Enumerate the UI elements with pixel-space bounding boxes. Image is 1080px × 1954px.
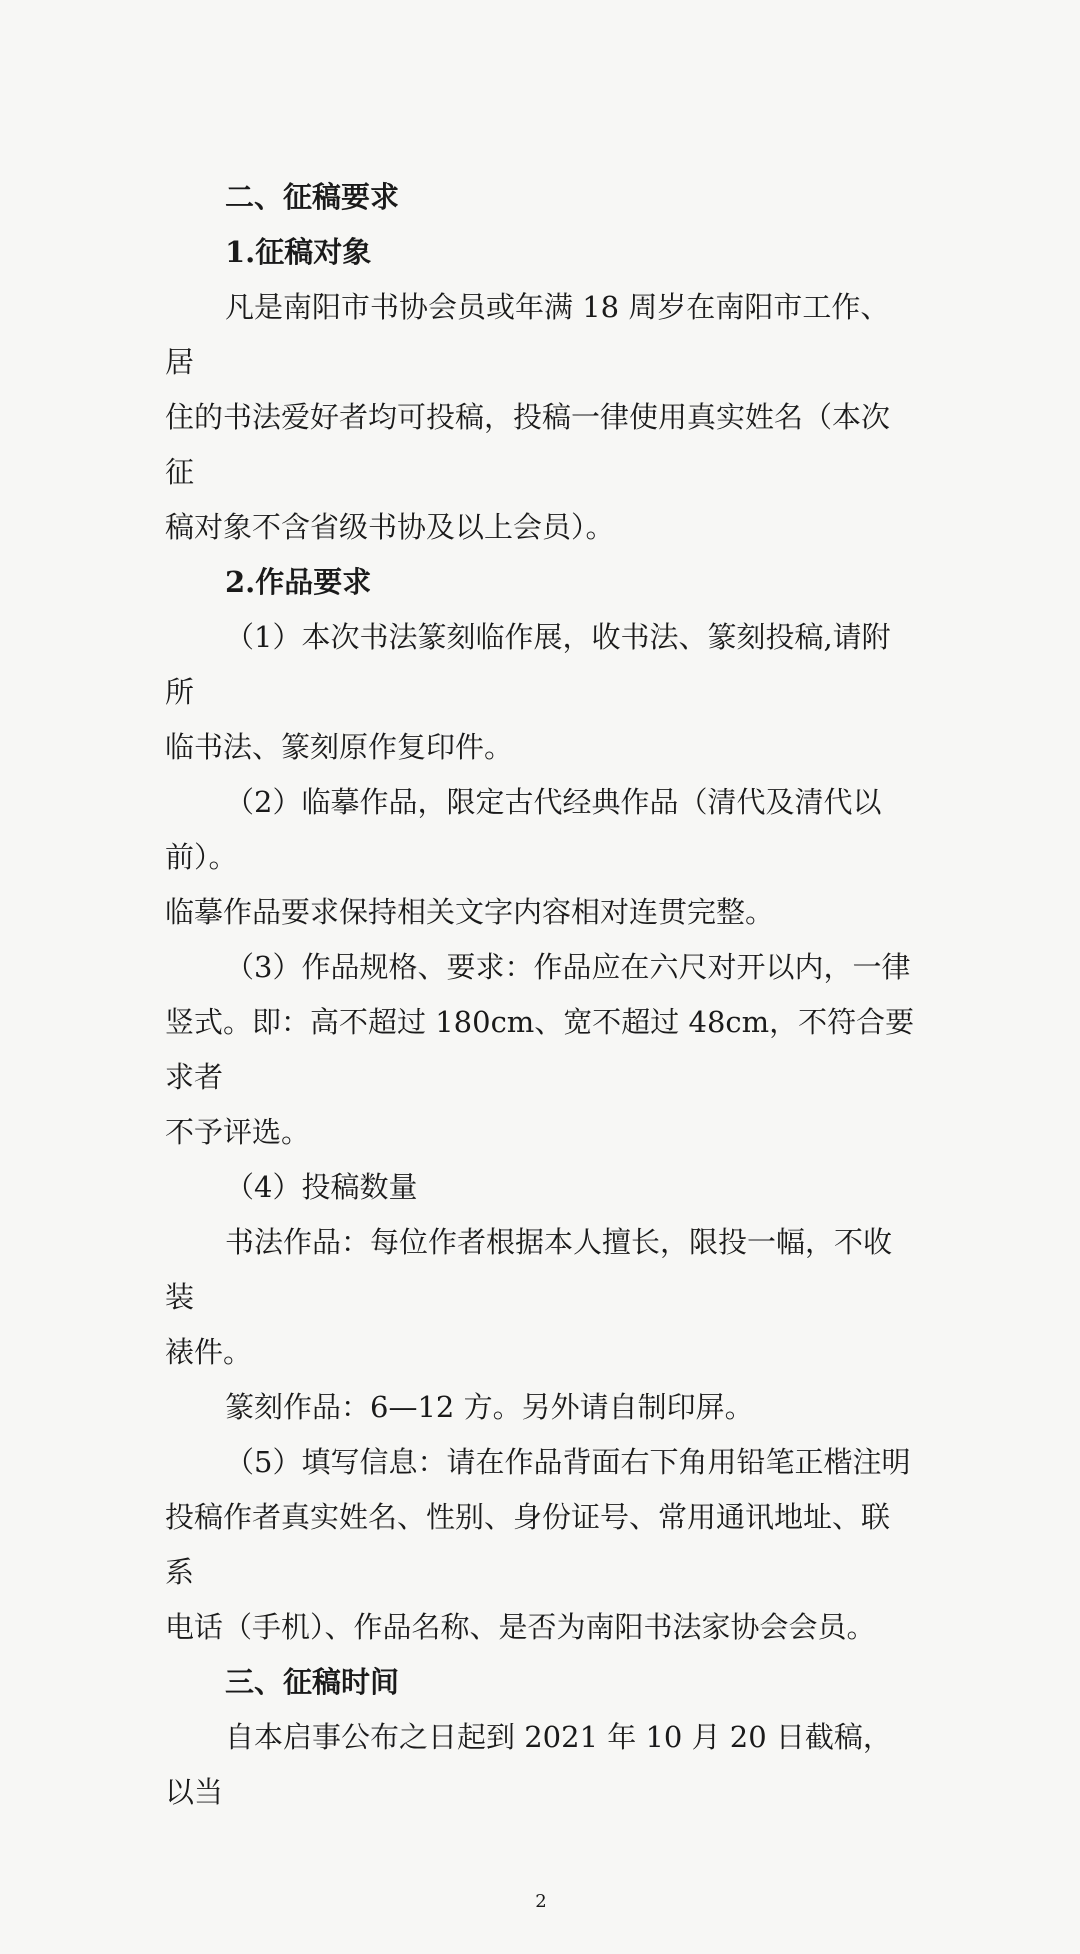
paragraph-line: 篆刻作品：6—12 方。另外请自制印屏。: [225, 1390, 754, 1424]
paragraph-line: 自本启事公布之日起到 2021 年 10 月 20 日截稿，以当: [165, 1720, 892, 1809]
page-number: 2: [535, 1891, 547, 1912]
paragraph-line: 竖式。即：高不超过 180cm、宽不超过 48cm，不符合要求者: [165, 1005, 915, 1094]
paragraph-line: 电话（手机）、作品名称、是否为南阳书法家协会会员。: [165, 1610, 876, 1644]
paragraph-line: （1）本次书法篆刻临作展，收书法、篆刻投稿,请附所: [165, 620, 891, 709]
paragraph-line: （5）填写信息：请在作品背面右下角用铅笔正楷注明: [225, 1445, 911, 1479]
paragraph-line: 临摹作品要求保持相关文字内容相对连贯完整。: [165, 895, 775, 929]
paragraph-line: 不予评选。: [165, 1115, 311, 1149]
paragraph-line: 住的书法爱好者均可投稿，投稿一律使用真实姓名（本次征: [165, 400, 891, 489]
section-heading: 二、征稿要求: [225, 180, 400, 214]
paragraph-line: 投稿作者真实姓名、性别、身份证号、常用通讯地址、联系: [165, 1500, 891, 1589]
paragraph-line: （2）临摹作品，限定古代经典作品（清代及清代以前）。: [165, 785, 882, 874]
section-heading: 三、征稿时间: [225, 1665, 400, 1699]
paragraph-line: （3）作品规格、要求：作品应在六尺对开以内，一律: [225, 950, 911, 984]
paragraph-line: 书法作品：每位作者根据本人擅长，限投一幅，不收装: [165, 1225, 893, 1314]
paragraph-line: 临书法、篆刻原作复印件。: [165, 730, 514, 764]
paragraph-line: 凡是南阳市书协会员或年满 18 周岁在南阳市工作、居: [165, 290, 890, 379]
item-heading: （4）投稿数量: [225, 1170, 418, 1204]
subsection-heading: 2.作品要求: [225, 565, 372, 599]
paragraph-line: 稿对象不含省级书协及以上会员）。: [165, 510, 615, 544]
paragraph-line: 裱件。: [165, 1335, 253, 1369]
subsection-heading: 1.征稿对象: [225, 235, 372, 269]
